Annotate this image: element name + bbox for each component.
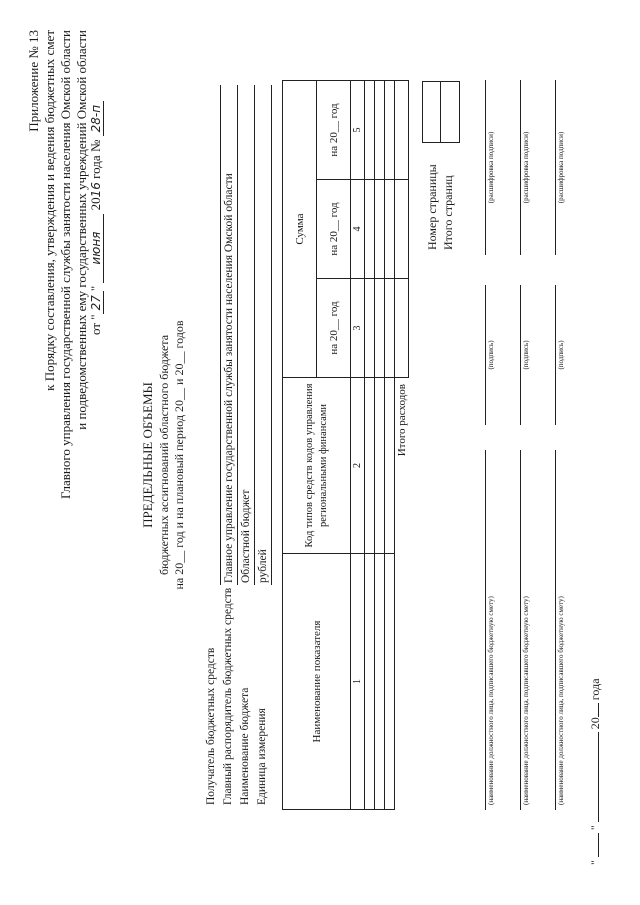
manager-value: Главное управление государственной службы занятости населения Омской области — [223, 173, 235, 583]
table-cell — [385, 554, 395, 810]
manager-label: Главный распорядитель бюджетных средств — [222, 587, 234, 805]
footer-quote-open: " — [588, 860, 602, 865]
header-code-line-2: региональными финансами — [317, 403, 329, 528]
table-cell — [375, 378, 385, 554]
manager-value-line — [237, 85, 238, 585]
date-day: 27 — [89, 291, 104, 314]
appendix-line-4: и подведомственных ему государственных учреждений Омской области — [74, 30, 89, 430]
unit-value-line — [271, 85, 272, 585]
signature-line-3-position — [555, 450, 556, 810]
table-cell — [385, 378, 395, 554]
budget-label: Наименование бюджета — [239, 687, 251, 805]
signature-line-1-sign — [485, 285, 486, 425]
signature-line-2-sign — [520, 285, 521, 425]
appendix-line-2: к Порядку составления, утверждения и ведения бюджетных смет — [42, 30, 57, 391]
signature-2-sign-caption: (подпись) — [522, 340, 530, 370]
signature-1-decoding-caption: (расшифровка подписи) — [487, 131, 495, 204]
date-prefix: от " — [88, 314, 103, 335]
date-year-prefix: 20 — [88, 197, 103, 211]
table-cell — [375, 180, 385, 279]
footer-day-blank — [598, 833, 599, 857]
signature-2-position-caption: (наименование должностного лица, подписавшего бюджетную смету) — [522, 596, 530, 805]
footer-year-prefix: 20 — [588, 717, 602, 730]
column-number-4: 4 — [351, 180, 365, 279]
total-cell-2 — [395, 180, 409, 279]
table-cell — [385, 180, 395, 279]
table-cell — [365, 279, 375, 378]
unit-value: рублей — [257, 549, 269, 583]
footer-quote-close: " — [588, 825, 602, 831]
table-row — [385, 81, 395, 810]
signature-line-1-decoding — [485, 80, 486, 255]
document-number: 28-п — [89, 101, 104, 136]
document-subtitle: бюджетных ассигнований областного бюджета — [157, 334, 171, 576]
page-number-box-divider — [440, 81, 441, 143]
column-number-5: 5 — [351, 81, 365, 180]
date-year: 16 — [89, 182, 103, 198]
limits-table — [282, 80, 409, 810]
signature-3-position-caption: (наименование должностного лица, подписавшего бюджетную смету) — [557, 596, 565, 805]
signature-line-2-position — [520, 450, 521, 810]
table-cell — [375, 554, 385, 810]
appendix-date-line — [88, 101, 104, 335]
table-cell — [385, 279, 395, 378]
signature-2-decoding-caption: (расшифровка подписи) — [522, 131, 530, 204]
footer-year-blank — [598, 703, 599, 717]
appendix-number: Приложение № 13 — [26, 30, 41, 132]
header-sum: Сумма — [283, 81, 317, 378]
signature-3-sign-caption: (подпись) — [557, 340, 565, 370]
date-month: июня — [89, 214, 104, 283]
table-cell — [385, 81, 395, 180]
header-code-line-1: Код типов средств кодов управления — [303, 383, 315, 548]
footer-year-suffix: года — [588, 678, 602, 701]
header-code — [283, 378, 351, 554]
date-year-suffix: года № — [88, 139, 103, 179]
header-year-3: на 20__ год — [317, 81, 351, 180]
table-cell — [375, 81, 385, 180]
appendix-line-3: Главного управления государственной службы занятости населения Омской области — [58, 30, 73, 500]
signature-line-3-decoding — [555, 80, 556, 255]
recipient-value-line — [220, 85, 221, 585]
signature-line-3-sign — [555, 285, 556, 425]
signature-3-decoding-caption: (расшифровка подписи) — [557, 131, 565, 204]
total-cell-3 — [395, 81, 409, 180]
table-cell — [375, 279, 385, 378]
document-title: ПРЕДЕЛЬНЫЕ ОБЪЕМЫ — [140, 382, 155, 528]
table-row — [375, 81, 385, 810]
table-cell — [365, 180, 375, 279]
document-period: на 20__ год и на плановый период 20__ и 20__ годов — [172, 320, 186, 590]
recipient-label: Получатель бюджетных средств — [205, 647, 217, 805]
budget-value-line — [254, 85, 255, 585]
table-cell — [365, 554, 375, 810]
page-number-label: Номер страницы — [425, 164, 439, 250]
date-quote: " — [88, 285, 103, 292]
total-cell-1 — [395, 279, 409, 378]
budget-value: Областной бюджет — [240, 489, 252, 583]
signature-line-1-position — [485, 450, 486, 810]
footer-month-blank — [598, 732, 599, 822]
table-cell — [365, 378, 375, 554]
unit-label: Единица измерения — [256, 708, 268, 805]
footer-date — [588, 678, 603, 865]
page-number-box — [422, 81, 460, 143]
signature-line-2-decoding — [520, 80, 521, 255]
signature-1-sign-caption: (подпись) — [487, 340, 495, 370]
table-cell — [365, 81, 375, 180]
signature-1-position-caption: (наименование должностного лица, подписавшего бюджетную смету) — [487, 596, 495, 805]
column-number-1: 1 — [351, 554, 365, 810]
column-number-3: 3 — [351, 279, 365, 378]
header-year-1: на 20__ год — [317, 279, 351, 378]
total-label: Итого расходов — [395, 384, 408, 457]
header-indicator-name: Наименование показателя — [283, 554, 351, 810]
header-year-2: на 20__ год — [317, 180, 351, 279]
column-number-2: 2 — [351, 378, 365, 554]
table-row — [365, 81, 375, 810]
total-pages-label: Итого страниц — [441, 175, 455, 250]
